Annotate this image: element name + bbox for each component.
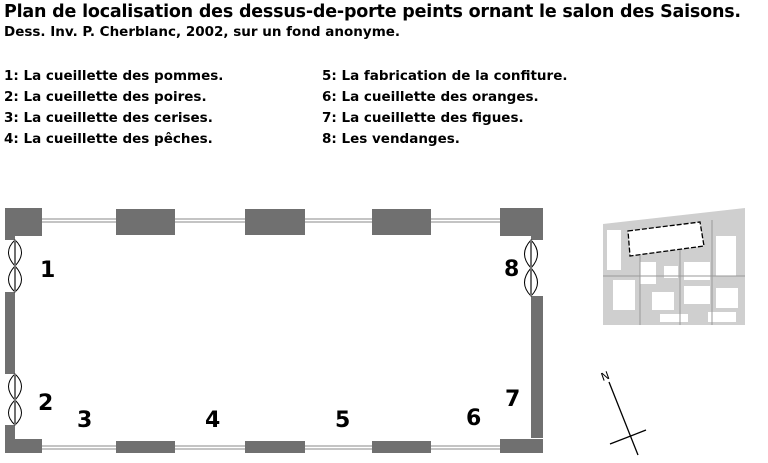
- compass-north-arrow: [609, 382, 646, 455]
- marker-3: 3: [77, 408, 93, 433]
- compass-north-label: N: [599, 368, 612, 384]
- window-openings: [42, 219, 500, 449]
- legend-item-6: 6: La cueillette des oranges.: [322, 89, 539, 105]
- plan-credit: Dess. Inv. P. Cherblanc, 2002, sur un fond anonyme.: [4, 24, 401, 40]
- site-plan-thumbnail: [603, 208, 745, 325]
- door-swings: [9, 240, 538, 425]
- marker-5: 5: [335, 408, 351, 433]
- legend-item-8: 8: Les vendanges.: [322, 131, 460, 147]
- marker-1: 1: [40, 258, 56, 283]
- marker-4: 4: [205, 408, 221, 433]
- legend-item-4: 4: La cueillette des pêches.: [4, 131, 213, 147]
- legend-item-2: 2: La cueillette des poires.: [4, 89, 207, 105]
- legend-item-3: 3: La cueillette des cerises.: [4, 110, 213, 126]
- plan-title: Plan de localisation des dessus-de-porte peints ornant le salon des Saisons.: [4, 2, 741, 22]
- legend-item-1: 1: La cueillette des pommes.: [4, 68, 224, 84]
- marker-6: 6: [466, 406, 482, 431]
- marker-7: 7: [505, 387, 521, 412]
- legend-item-7: 7: La cueillette des figues.: [322, 110, 524, 126]
- marker-8: 8: [504, 257, 520, 282]
- legend-item-5: 5: La fabrication de la confiture.: [322, 68, 568, 84]
- marker-2: 2: [38, 391, 54, 416]
